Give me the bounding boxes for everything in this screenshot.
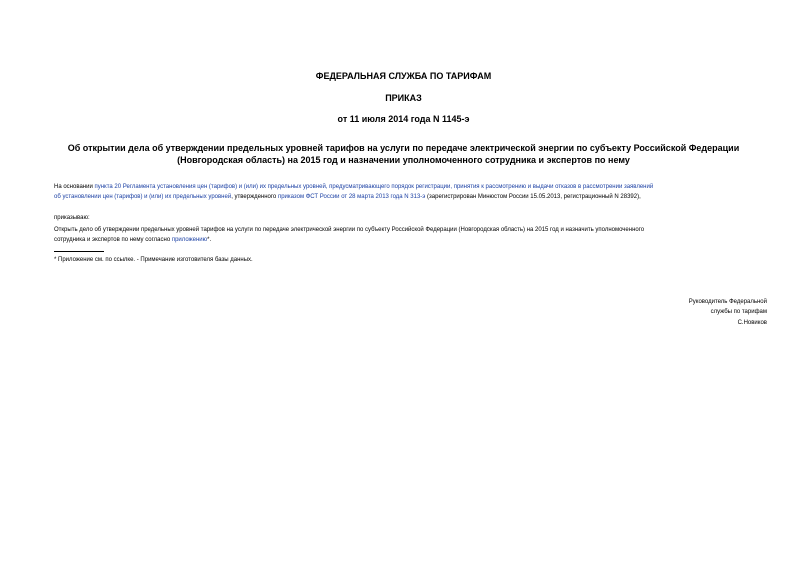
- footnote-text: * Приложение см. по ссылке. - Примечание изготовителя базы данных.: [54, 257, 253, 263]
- agency-name: ФЕДЕРАЛЬНАЯ СЛУЖБА ПО ТАРИФАМ: [315, 71, 492, 81]
- document-title-line2: (Новгородская область) на 2015 год и назначении уполномоченного сотрудника и экспертов по нему: [177, 155, 630, 165]
- order-text-line2-prefix: сотрудника и экспертов по нему согласно: [54, 237, 172, 243]
- basis-paragraph-line2: [54, 192, 641, 202]
- basis-prefix: На основании: [54, 184, 95, 190]
- document-title: [40, 142, 767, 166]
- order-text-line1: Открыть дело об утверждении предельных уровней тарифов на услуги по передаче электрической энергии по субъекту Российской Федерации (Новгородская область) на 2015 год и назначить уполномоченного: [54, 227, 645, 233]
- regulation-point-link-continued[interactable]: об установлении цен (тарифов) и (или) их предельных уровней: [54, 194, 232, 200]
- appendix-link[interactable]: приложению: [171, 237, 208, 243]
- regulation-point-link[interactable]: пункта 20 Регламента установления цен (тарифов) и (или) их предельных уровней, предусматривающего порядок регистрации, принятия к рассмотрению и выдачи отказов в рассмотрении заявлений: [94, 184, 654, 190]
- footnote-divider: [54, 251, 104, 252]
- order-paragraph-line2: [54, 235, 211, 245]
- fst-order-link[interactable]: приказом ФСТ России от 28 марта 2013 года N 313-э: [277, 194, 426, 200]
- document-type: ПРИКАЗ: [385, 93, 422, 103]
- document-title-line1: Об открытии дела об утверждении предельных уровней тарифов на услуги по передаче электрической энергии по субъекту Российской Федерации: [67, 143, 740, 153]
- signature-position-line2: службы по тарифам: [710, 309, 767, 315]
- signature-name: С.Новиков: [737, 320, 767, 326]
- basis-middle: , утвержденного: [231, 194, 278, 200]
- order-text-line2-suffix: *.: [207, 237, 212, 243]
- document-date: от 11 июля 2014 года N 1145-э: [337, 114, 470, 124]
- signature-position-line1: Руководитель Федеральной: [688, 299, 767, 305]
- order-paragraph: [54, 225, 767, 235]
- order-word: приказываю:: [54, 215, 90, 221]
- basis-paragraph: [54, 182, 767, 192]
- basis-suffix: (зарегистрирован Минюстом России 15.05.2013, регистрационный N 28392),: [425, 194, 641, 200]
